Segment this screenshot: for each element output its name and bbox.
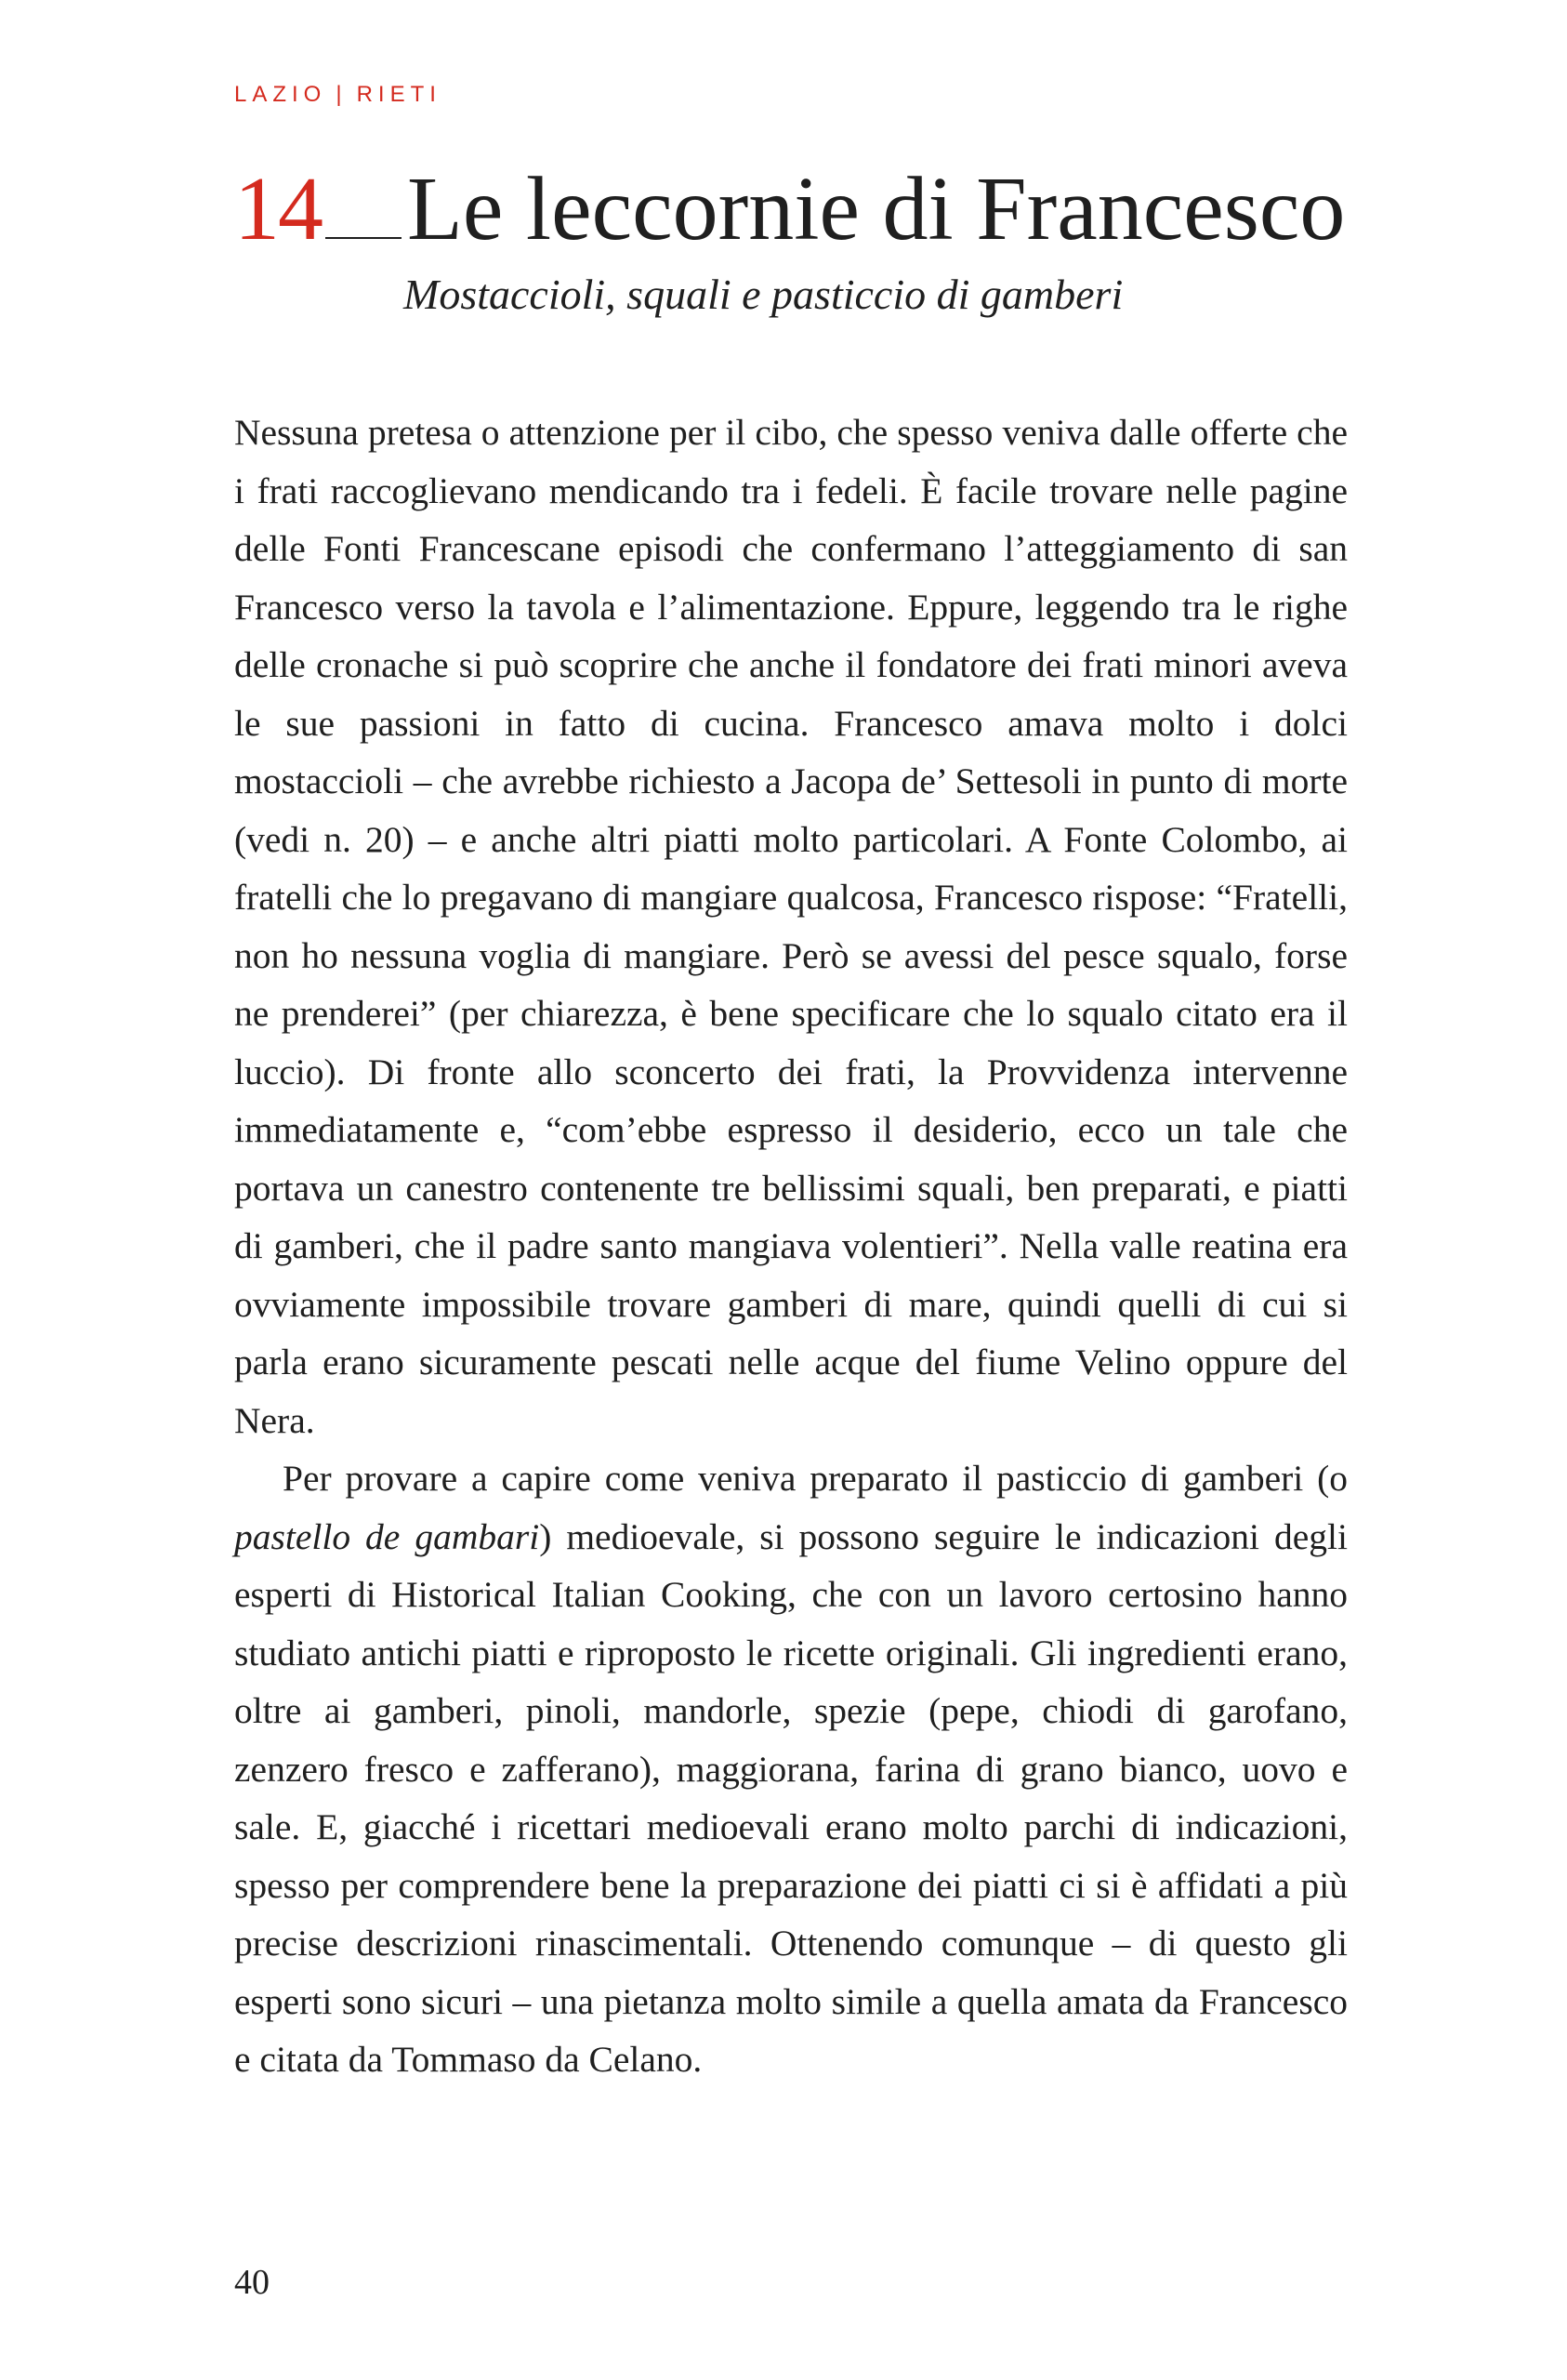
- running-head: [234, 82, 441, 108]
- running-head-city: RIETI: [356, 82, 441, 107]
- chapter-subtitle: Mostaccioli, squali e pasticcio di gamberi: [403, 271, 1124, 318]
- paragraph-2-italic-term: pastello de gambari: [234, 1515, 540, 1557]
- page-number: 40: [234, 2263, 270, 2302]
- paragraph-2: [234, 1449, 1348, 2089]
- running-head-separator: |: [336, 82, 348, 107]
- paragraph-2-text-before: Per provare a capire come veniva preparato il pasticcio di gamberi (o: [283, 1458, 1348, 1499]
- paragraph-2-text-after: ) medioevale, si possono seguire le indicazioni degli esperti di Historical Italian Cooking, che con un lavoro certosino hanno studiato antichi piatti e riproposto le ricette originali. Gli ingredienti erano, oltre ai gamberi, pinoli, mandorle, spezie (pepe, chiodi di garofano, zenzero fresco e zafferano), maggiorana, farina di grano bianco, uovo e sale. E, giacché i ricettari medioevali erano molto parchi di indicazioni, spesso per comprendere bene la preparazione dei piatti ci si è affidati a più precise descrizioni rinascimentali. Ottenendo comunque – di questo gli esperti sono sicuri – una pietanza molto simile a quella amata da Francesco e citata da Tommaso da Celano.: [234, 1515, 1348, 2080]
- chapter-rule: [325, 237, 402, 239]
- paragraph-1: Nessuna pretesa o attenzione per il cibo, che spesso veniva dalle offerte che i frati raccoglievano mendicando tra i fedeli. È facile trovare nelle pagine delle Fonti Francescane episodi che confermano l’atteggiamento di san Francesco verso la tavola e l’alimentazione. Eppure, leggendo tra le righe delle cronache si può scoprire che anche il fondatore dei frati minori aveva le sue passioni in fatto di cucina. Francesco amava molto i dolci mostaccioli – che avrebbe richiesto a Jacopa de’ Settesoli in punto di morte (vedi n. 20) – e anche altri piatti molto particolari. A Fonte Colombo, ai fratelli che lo pregavano di mangiare qualcosa, Francesco rispose: “Fratelli, non ho nessuna voglia di mangiare. Però se avessi del pesce squalo, forse ne prenderei” (per chiarezza, è bene specificare che lo squalo citato era il luccio). Di fronte allo sconcerto dei frati, la Provvidenza intervenne immediatamente e, “com’ebbe espresso il desiderio, ecco un tale che portava un canestro contenente tre bellissimi squali, ben preparati, e piatti di gamberi, che il padre santo mangiava volentieri”. Nella valle reatina era ovviamente impossibile trovare gamberi di mare, quindi quelli di cui si parla erano sicuramente pescati nelle acque del fiume Velino oppure del Nera.: [234, 412, 1348, 1441]
- chapter-number: 14: [234, 159, 322, 259]
- chapter-title: Le leccornie di Francesco: [407, 159, 1346, 259]
- running-head-region: LAZIO: [234, 82, 327, 107]
- chapter-heading: [234, 158, 1345, 260]
- body-text: [234, 403, 1348, 2089]
